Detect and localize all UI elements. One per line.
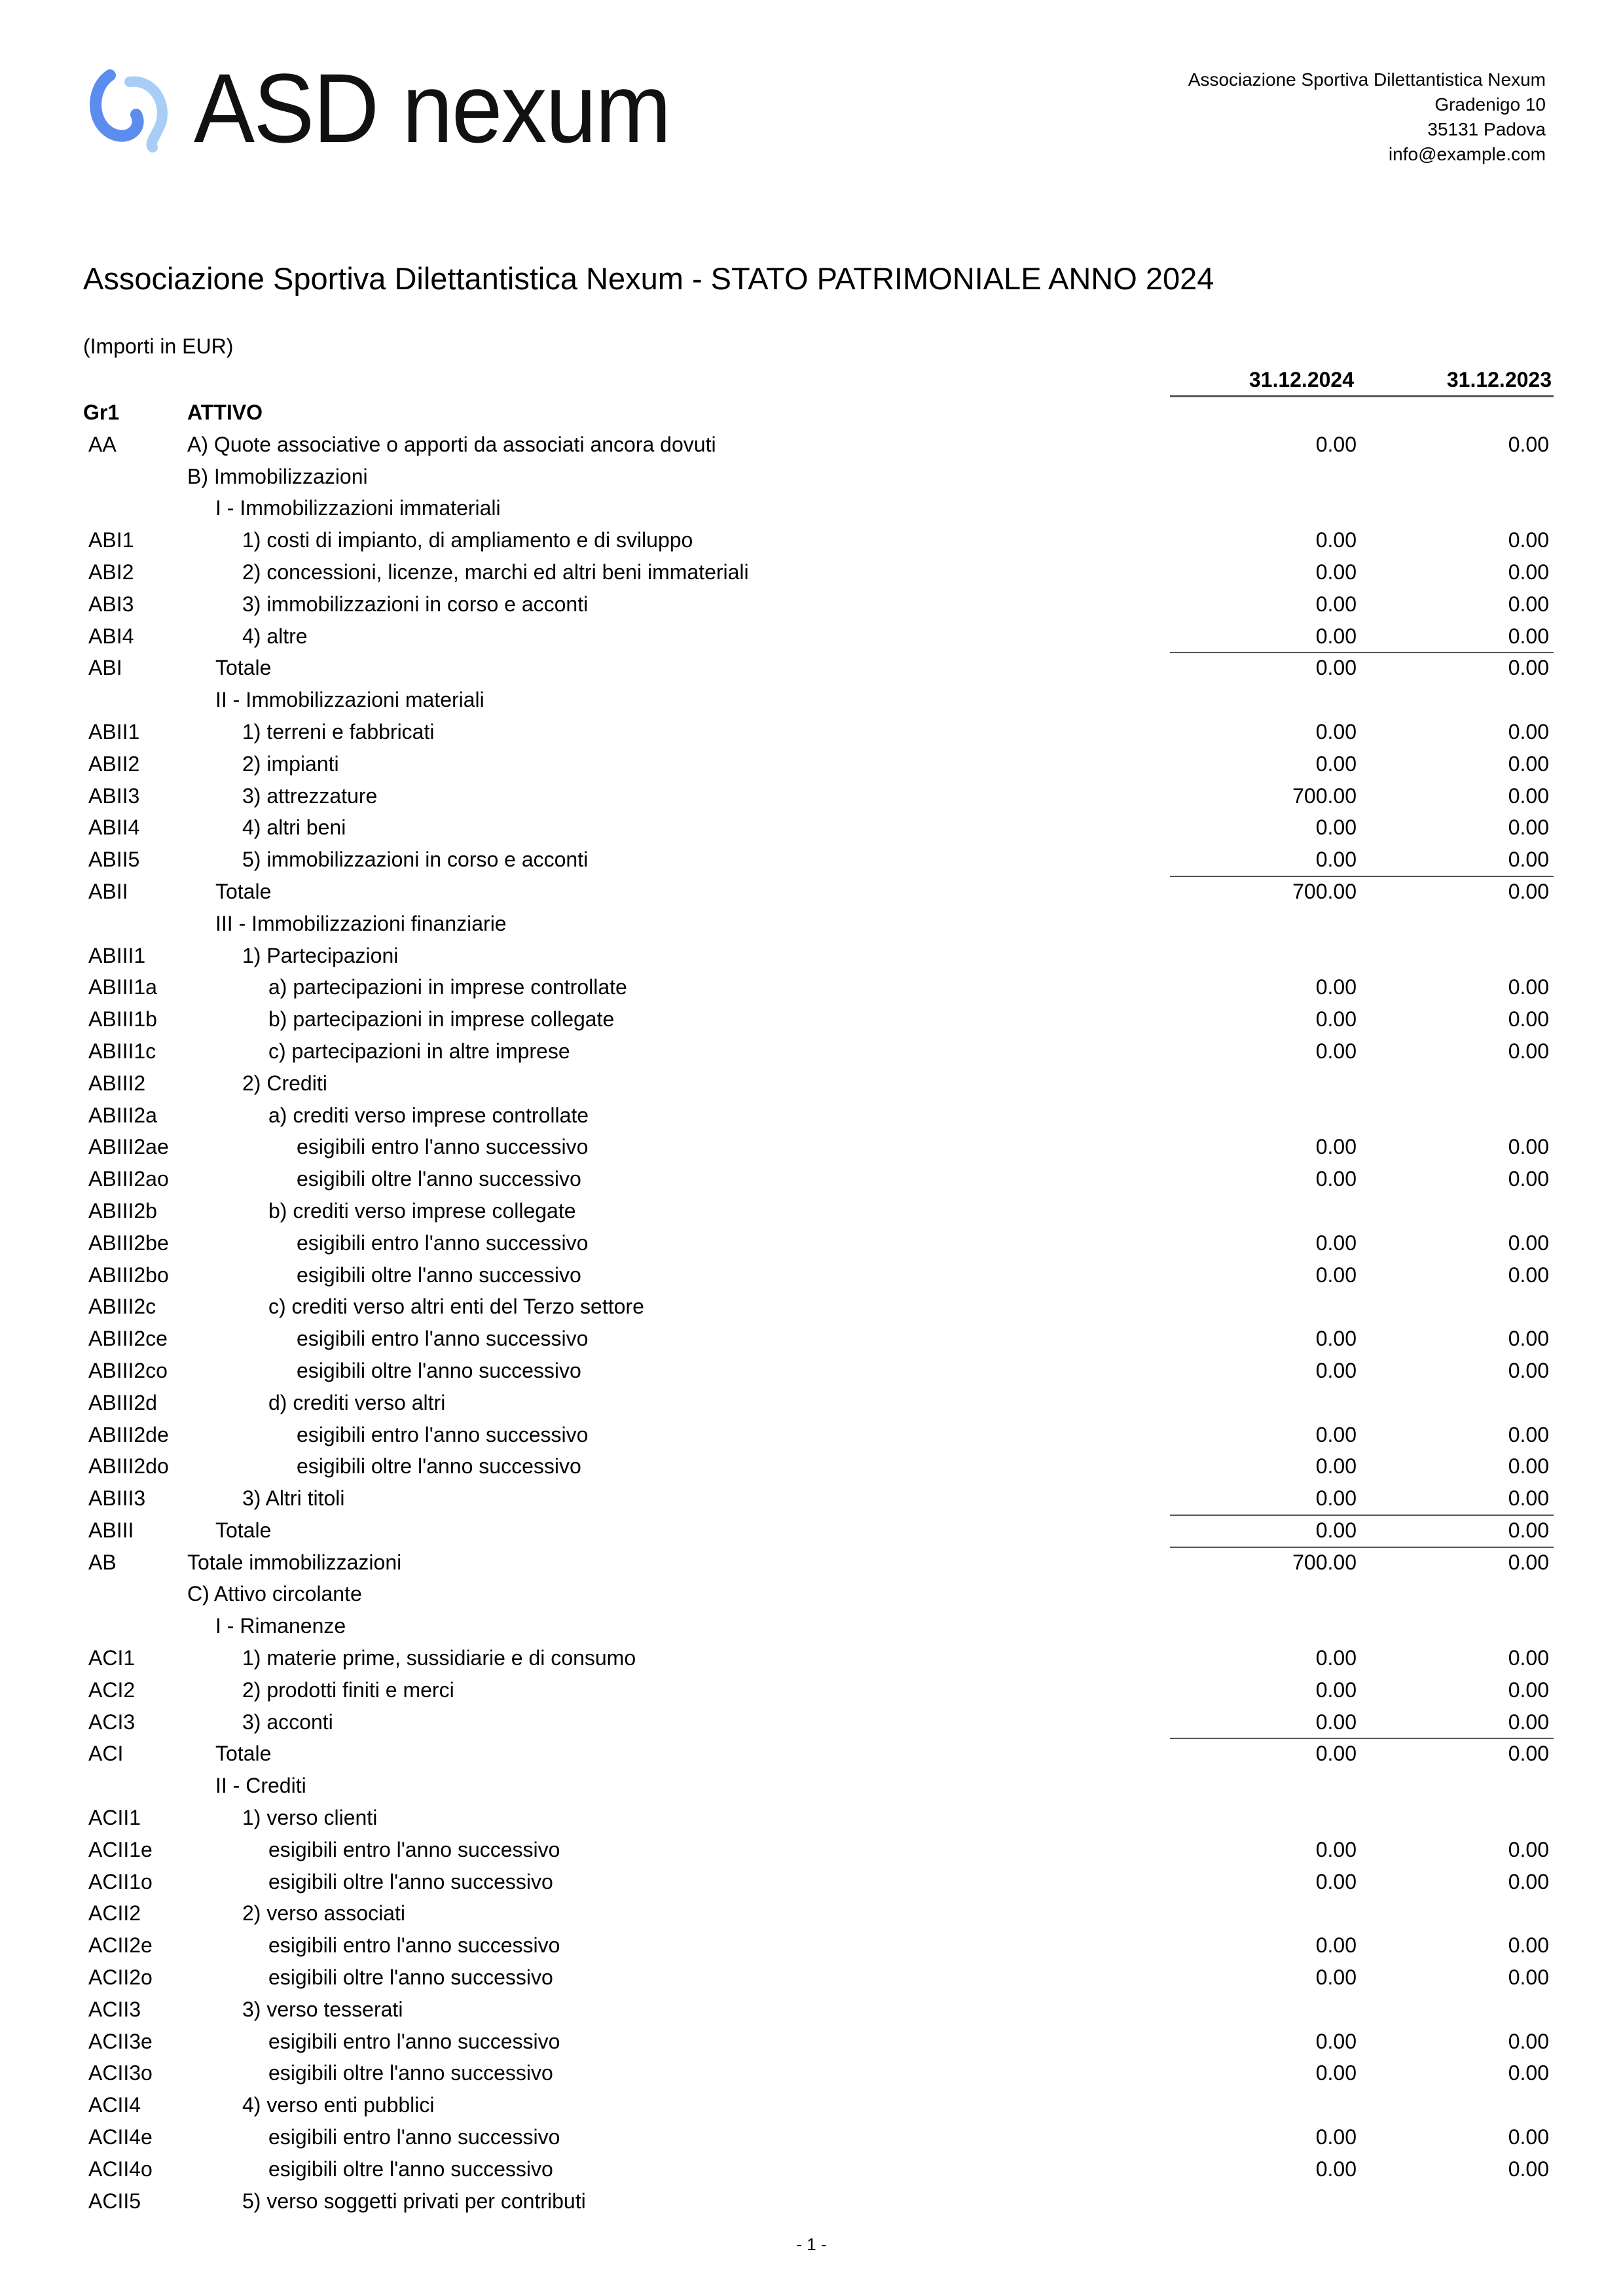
row-label: 5) immobilizzazioni in corso e acconti: [242, 848, 589, 872]
sender-address: [1188, 67, 1546, 167]
row-code: ABIII3: [88, 1486, 146, 1511]
row-value-previous: 0.00: [1508, 1135, 1549, 1159]
page-title: Associazione Sportiva Dilettantistica Nexum - STATO PATRIMONIALE ANNO 2024: [83, 261, 1214, 296]
table-row: [83, 1962, 1554, 1994]
row-value-current: 0.00: [1315, 848, 1357, 872]
table-row: [83, 2089, 1554, 2121]
row-value-current: 0.00: [1315, 975, 1357, 999]
row-label: esigibili entro l'anno successivo: [297, 1327, 589, 1351]
row-value-previous: 0.00: [1508, 1837, 1549, 1861]
row-value-previous: 0.00: [1508, 1454, 1549, 1479]
row-value-previous: 0.00: [1508, 975, 1549, 999]
row-value-previous: 0.00: [1508, 1039, 1549, 1063]
row-label: d) crediti verso altri: [268, 1390, 446, 1414]
table-row: [83, 1866, 1554, 1898]
row-value-current: 700.00: [1292, 879, 1357, 903]
row-label: esigibili entro l'anno successivo: [268, 2125, 560, 2149]
row-value-current: 0.00: [1315, 432, 1357, 456]
table-row: [83, 1578, 1554, 1610]
row-value-current: 0.00: [1315, 1167, 1357, 1191]
row-code: ABII: [88, 879, 128, 903]
row-code: ACII2o: [88, 1965, 153, 1990]
row-label: 1) Partecipazioni: [242, 943, 399, 967]
table-row: [83, 2185, 1554, 2217]
table-row: [83, 1738, 1554, 1770]
row-label: esigibili oltre l'anno successivo: [268, 2061, 553, 2085]
address-name: Associazione Sportiva Dilettantistica Nexum: [1188, 69, 1546, 90]
table-body: [83, 397, 1554, 2217]
row-value-previous: 0.00: [1508, 848, 1549, 872]
address-street: Gradenigo 10: [1434, 94, 1546, 115]
address-email: info@example.com: [1388, 144, 1546, 164]
table-row: [83, 1163, 1554, 1195]
row-code: ABIII: [88, 1518, 134, 1542]
row-label: Totale immobilizzazioni: [187, 1550, 402, 1574]
row-value-previous: 0.00: [1508, 1677, 1549, 1702]
row-value-previous: 0.00: [1508, 1327, 1549, 1351]
table-row: [83, 2153, 1554, 2185]
table-row: [83, 1642, 1554, 1674]
table-row: [83, 1131, 1554, 1163]
table-row: [83, 1291, 1554, 1323]
row-label: 5) verso soggetti privati per contributi: [242, 2189, 586, 2213]
row-label: 3) Altri titoli: [242, 1486, 345, 1511]
row-code: ACII3o: [88, 2061, 153, 2085]
row-label: 3) verso tesserati: [242, 1997, 403, 2021]
row-value-current: 0.00: [1315, 1486, 1357, 1511]
row-label: B) Immobilizzazioni: [187, 464, 368, 488]
row-label: esigibili oltre l'anno successivo: [268, 1965, 553, 1990]
row-value-previous: 0.00: [1508, 783, 1549, 808]
row-code: ABII4: [88, 816, 140, 840]
row-value-current: 0.00: [1315, 816, 1357, 840]
row-value-previous: 0.00: [1508, 1358, 1549, 1382]
row-label: II - Immobilizzazioni materiali: [215, 688, 484, 712]
row-value-current: 0.00: [1315, 1742, 1357, 1766]
row-label: b) partecipazioni in imprese collegate: [268, 1007, 615, 1031]
row-code: ACII5: [88, 2189, 141, 2213]
row-value-current: 0.00: [1315, 1039, 1357, 1063]
row-value-current: 0.00: [1315, 719, 1357, 744]
table-row: [83, 1706, 1554, 1738]
table-row: [83, 1355, 1554, 1387]
row-value-current: 0.00: [1315, 1646, 1357, 1670]
row-value-current: 0.00: [1315, 1677, 1357, 1702]
row-code: AB: [88, 1550, 117, 1574]
table-row: [83, 1195, 1554, 1227]
row-value-current: 0.00: [1315, 1358, 1357, 1382]
row-value-previous: 0.00: [1508, 1869, 1549, 1893]
row-label: esigibili entro l'anno successivo: [268, 2029, 560, 2053]
table-row: [83, 844, 1554, 876]
row-label: esigibili entro l'anno successivo: [268, 1933, 560, 1958]
row-label: 1) materie prime, sussidiarie e di consumo: [242, 1646, 636, 1670]
row-label: 2) verso associati: [242, 1901, 405, 1926]
table-row: [83, 812, 1554, 844]
row-value-previous: 0.00: [1508, 719, 1549, 744]
row-label: c) crediti verso altri enti del Terzo settore: [268, 1295, 644, 1319]
unit-note: (Importi in EUR): [83, 334, 234, 358]
row-code: ABI1: [88, 528, 134, 552]
table-row: [83, 1802, 1554, 1834]
row-label: 2) prodotti finiti e merci: [242, 1677, 454, 1702]
row-value-previous: 0.00: [1508, 2061, 1549, 2085]
row-code: ABI2: [88, 560, 134, 584]
row-value-current: 0.00: [1315, 1327, 1357, 1351]
row-label: a) crediti verso imprese controllate: [268, 1103, 589, 1127]
row-value-current: 0.00: [1315, 1869, 1357, 1893]
row-label: II - Crediti: [215, 1774, 306, 1798]
row-value-current: 0.00: [1315, 751, 1357, 776]
row-code: ACII2: [88, 1901, 141, 1926]
row-code: ACI2: [88, 1677, 136, 1702]
row-label: 1) costi di impianto, di ampliamento e di sviluppo: [242, 528, 693, 552]
table-row: [83, 940, 1554, 972]
row-code: ACII4e: [88, 2125, 153, 2149]
table-row: [83, 461, 1554, 493]
row-code: ACII1e: [88, 1837, 153, 1861]
row-label: esigibili oltre l'anno successivo: [297, 1167, 581, 1191]
table-row: [83, 2057, 1554, 2089]
table-header: [83, 368, 1554, 397]
row-value-current: 0.00: [1315, 1454, 1357, 1479]
table-row: [83, 2121, 1554, 2153]
row-label: esigibili oltre l'anno successivo: [268, 1869, 553, 1893]
row-value-previous: 0.00: [1508, 1486, 1549, 1511]
row-label: 2) Crediti: [242, 1071, 327, 1095]
row-code: ABIII2c: [88, 1295, 156, 1319]
row-label: A) Quote associative o apporti da associati ancora dovuti: [187, 432, 716, 456]
row-value-previous: 0.00: [1508, 560, 1549, 584]
row-value-current: 0.00: [1315, 592, 1357, 616]
row-value-previous: 0.00: [1508, 1550, 1549, 1574]
row-code: ABII2: [88, 751, 140, 776]
row-value-previous: 0.00: [1508, 816, 1549, 840]
row-code: ABIII2de: [88, 1422, 169, 1446]
table-row: [83, 397, 1554, 429]
row-code: ABIII1: [88, 943, 146, 967]
balance-sheet-table: [83, 368, 1554, 2217]
table-row: [83, 588, 1554, 620]
table-row: [83, 556, 1554, 588]
column-current-year: 31.12.2024: [1249, 368, 1354, 391]
table-row: [83, 1994, 1554, 2026]
row-value-current: 0.00: [1315, 1933, 1357, 1958]
row-value-current: 0.00: [1315, 528, 1357, 552]
row-value-current: 0.00: [1315, 1230, 1357, 1255]
row-label: Totale: [215, 1742, 272, 1766]
row-code: ABIII2a: [88, 1103, 157, 1127]
row-value-previous: 0.00: [1508, 1007, 1549, 1031]
row-code: ACII1o: [88, 1869, 153, 1893]
row-label: Totale: [215, 879, 272, 903]
row-value-previous: 0.00: [1508, 1710, 1549, 1734]
row-code: ABIII2ae: [88, 1135, 169, 1159]
row-code: ABIII2ao: [88, 1167, 169, 1191]
table-row: [83, 1897, 1554, 1929]
row-code: AA: [88, 432, 117, 456]
row-code: ACII3: [88, 1997, 141, 2021]
row-code: ABII5: [88, 848, 140, 872]
table-row: [83, 908, 1554, 940]
column-previous-year: 31.12.2023: [1446, 368, 1552, 391]
row-label: esigibili oltre l'anno successivo: [268, 2157, 553, 2181]
row-code: ABIII2be: [88, 1230, 169, 1255]
row-value-previous: 0.00: [1508, 1167, 1549, 1191]
row-label: esigibili oltre l'anno successivo: [297, 1358, 581, 1382]
table-row: [83, 1834, 1554, 1866]
row-label: esigibili oltre l'anno successivo: [297, 1454, 581, 1479]
row-code: ACII1: [88, 1806, 141, 1830]
row-code: ABIII2ce: [88, 1327, 168, 1351]
row-label: I - Immobilizzazioni immateriali: [215, 496, 501, 520]
row-code: ABIII2: [88, 1071, 146, 1095]
row-label: esigibili entro l'anno successivo: [297, 1230, 589, 1255]
row-code: ABI4: [88, 624, 134, 648]
table-row: [83, 1067, 1554, 1100]
table-row: [83, 652, 1554, 684]
row-label: ATTIVO: [187, 401, 263, 424]
row-value-previous: 0.00: [1508, 656, 1549, 680]
row-label: a) partecipazioni in imprese controllate: [268, 975, 627, 999]
table-row: [83, 524, 1554, 556]
row-label: b) crediti verso imprese collegate: [268, 1198, 576, 1223]
row-value-previous: 0.00: [1508, 528, 1549, 552]
row-value-current: 0.00: [1315, 1263, 1357, 1287]
table-row: [83, 716, 1554, 748]
row-label: 4) altre: [242, 624, 308, 648]
row-value-previous: 0.00: [1508, 1518, 1549, 1542]
row-value-previous: 0.00: [1508, 624, 1549, 648]
row-value-current: 0.00: [1315, 1518, 1357, 1542]
table-row: [83, 971, 1554, 1003]
row-label: 3) immobilizzazioni in corso e acconti: [242, 592, 589, 616]
row-code: ABIII2do: [88, 1454, 169, 1479]
table-row: [83, 620, 1554, 653]
row-label: esigibili entro l'anno successivo: [268, 1837, 560, 1861]
row-value-current: 0.00: [1315, 1422, 1357, 1446]
row-value-previous: 0.00: [1508, 1263, 1549, 1287]
row-label: 2) impianti: [242, 751, 339, 776]
row-value-current: 0.00: [1315, 2157, 1357, 2181]
row-code: ABIII1c: [88, 1039, 156, 1063]
table-row: [83, 1450, 1554, 1482]
row-value-previous: 0.00: [1508, 432, 1549, 456]
row-label: III - Immobilizzazioni finanziarie: [215, 911, 507, 935]
row-label: esigibili oltre l'anno successivo: [297, 1263, 581, 1287]
row-value-previous: 0.00: [1508, 592, 1549, 616]
logo-text: ASD nexum: [194, 53, 670, 163]
row-value-previous: 0.00: [1508, 1933, 1549, 1958]
row-code: ABIII2bo: [88, 1263, 169, 1287]
row-code: ACI1: [88, 1646, 136, 1670]
row-label: 3) acconti: [242, 1710, 333, 1734]
row-code: ABIII2co: [88, 1358, 168, 1382]
row-code: ACII4: [88, 2093, 141, 2117]
row-label: Totale: [215, 1518, 272, 1542]
table-row: [83, 1929, 1554, 1962]
table-row: [83, 1227, 1554, 1259]
address-city: 35131 Padova: [1427, 119, 1546, 139]
row-value-current: 0.00: [1315, 1007, 1357, 1031]
row-value-current: 0.00: [1315, 1710, 1357, 1734]
row-value-previous: 0.00: [1508, 2157, 1549, 2181]
row-code: ACI: [88, 1742, 124, 1766]
row-code: Gr1: [83, 401, 120, 424]
row-label: esigibili entro l'anno successivo: [297, 1135, 589, 1159]
row-value-current: 0.00: [1315, 1135, 1357, 1159]
row-value-current: 700.00: [1292, 783, 1357, 808]
row-code: ABIII2d: [88, 1390, 157, 1414]
row-code: ABI3: [88, 592, 134, 616]
row-code: ACI3: [88, 1710, 136, 1734]
row-code: ACII3e: [88, 2029, 153, 2053]
table-row: [83, 429, 1554, 461]
row-label: 2) concessioni, licenze, marchi ed altri beni immateriali: [242, 560, 749, 584]
row-label: 4) verso enti pubblici: [242, 2093, 435, 2117]
row-value-current: 700.00: [1292, 1550, 1357, 1574]
row-label: C) Attivo circolante: [187, 1582, 362, 1606]
row-value-previous: 0.00: [1508, 1422, 1549, 1446]
table-row: [83, 2026, 1554, 2058]
row-label: c) partecipazioni in altre imprese: [268, 1039, 570, 1063]
table-row: [83, 684, 1554, 716]
row-code: ACII2e: [88, 1933, 153, 1958]
table-row: [83, 492, 1554, 524]
logo: [84, 53, 706, 163]
row-value-current: 0.00: [1315, 560, 1357, 584]
table-row: [83, 876, 1554, 908]
table-row: [83, 780, 1554, 812]
row-value-previous: 0.00: [1508, 1742, 1549, 1766]
row-value-previous: 0.00: [1508, 2029, 1549, 2053]
row-value-previous: 0.00: [1508, 2125, 1549, 2149]
row-label: 4) altri beni: [242, 816, 346, 840]
row-value-current: 0.00: [1315, 2029, 1357, 2053]
row-label: Totale: [215, 656, 272, 680]
table-row: [83, 1419, 1554, 1451]
row-code: ABIII1b: [88, 1007, 157, 1031]
row-value-previous: 0.00: [1508, 879, 1549, 903]
row-value-current: 0.00: [1315, 2125, 1357, 2149]
page-number: - 1 -: [796, 2234, 827, 2254]
logo-swirl-icon: [84, 62, 189, 154]
row-value-current: 0.00: [1315, 656, 1357, 680]
row-code: ABIII1a: [88, 975, 157, 999]
row-label: 1) terreni e fabbricati: [242, 719, 435, 744]
row-label: I - Rimanenze: [215, 1614, 346, 1638]
table-row: [83, 1035, 1554, 1067]
row-value-current: 0.00: [1315, 1965, 1357, 1990]
table-row: [83, 1259, 1554, 1291]
row-value-current: 0.00: [1315, 624, 1357, 648]
row-code: ACII4o: [88, 2157, 153, 2181]
table-row: [83, 1387, 1554, 1419]
table-row: [83, 1515, 1554, 1547]
table-row: [83, 1674, 1554, 1706]
table-row: [83, 1547, 1554, 1579]
row-label: 3) attrezzature: [242, 783, 378, 808]
row-label: esigibili entro l'anno successivo: [297, 1422, 589, 1446]
row-label: 1) verso clienti: [242, 1806, 378, 1830]
table-row: [83, 1003, 1554, 1035]
row-value-previous: 0.00: [1508, 751, 1549, 776]
table-row: [83, 1323, 1554, 1355]
row-value-previous: 0.00: [1508, 1965, 1549, 1990]
row-code: ABII3: [88, 783, 140, 808]
table-row: [83, 1482, 1554, 1515]
table-row: [83, 1770, 1554, 1802]
row-code: ABIII2b: [88, 1198, 157, 1223]
table-row: [83, 748, 1554, 780]
row-value-current: 0.00: [1315, 1837, 1357, 1861]
row-value-previous: 0.00: [1508, 1230, 1549, 1255]
table-row: [83, 1100, 1554, 1132]
row-value-current: 0.00: [1315, 2061, 1357, 2085]
row-value-previous: 0.00: [1508, 1646, 1549, 1670]
table-row: [83, 1610, 1554, 1642]
row-code: ABI: [88, 656, 122, 680]
row-code: ABII1: [88, 719, 140, 744]
